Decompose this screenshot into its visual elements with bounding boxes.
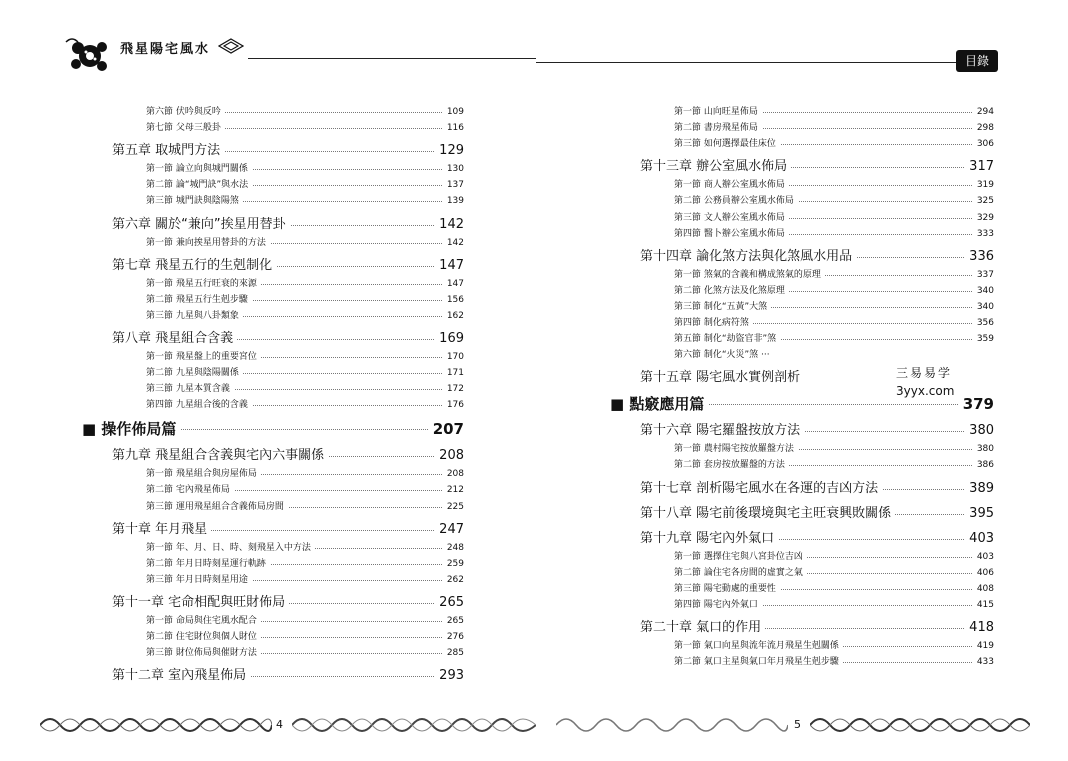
toc-section-row [674,599,994,612]
toc-page-number: 336 [965,248,994,266]
toc-page-number: 139 [443,195,464,208]
toc-page-number: 169 [435,330,464,348]
toc-section-row [674,656,994,669]
toc-entry-title: 第五節 制化“劫盜官非”煞 [674,333,780,346]
toc-page-number: 247 [435,521,464,539]
toc-entry-title: 第三節 九星本質含義 [146,383,234,396]
toc-page-number: 171 [443,367,464,380]
toc-page-number: 319 [973,179,994,192]
toc-entry-title: 第六節 伏吟與反吟 [146,106,225,119]
toc-entry-title: 第二節 宅內飛星佈局 [146,484,234,497]
toc-page-number: 109 [443,106,464,119]
toc-section-row [146,294,464,307]
toc-entry-title: 第十章 年月飛星 [112,521,211,539]
toc-page-number: 170 [443,351,464,364]
toc-chapter-row [640,505,994,523]
toc-page-number: 248 [443,542,464,555]
toc-page-number: 147 [435,257,464,275]
toc-section-row [146,195,464,208]
toc-page-number: 325 [973,195,994,208]
toc-page-number: 337 [973,269,994,282]
toc-page-number: 379 [959,394,994,414]
toc-page-number: 285 [443,647,464,660]
diamond-ornament-icon [218,38,244,54]
toc-entry-title: 第一節 論立向與城門關係 [146,163,252,176]
toc-page-number: 265 [443,615,464,628]
toc-page-number: 142 [443,237,464,250]
toc-section-row [674,138,994,151]
toc-section-row [674,640,994,653]
toc-entry-title: 第八章 飛星組合含義 [112,330,237,348]
toc-entry-title: 第四節 醫卜辦公室風水佈局 [674,228,789,241]
toc-entry-title: 第一節 山向旺星佈局 [674,106,762,119]
toc-chapter-row [112,257,464,275]
toc-page-number: 298 [973,122,994,135]
book-title: 飛星陽宅風水 [120,42,211,57]
toc-section-row [146,468,464,481]
toc-section-row [674,269,994,282]
toc-entry-title: 第三節 城門訣與陰陽煞 [146,195,243,208]
toc-chapter-row [640,248,994,266]
toc-section-row [146,122,464,135]
toc-chapter-row [112,447,464,465]
toc-entry-title: 第二節 套房按放羅盤的方法 [674,459,789,472]
toc-page-number: 162 [443,310,464,323]
toc-page-number: 142 [435,216,464,234]
toc-section-row [146,542,464,555]
toc-page-number: 156 [443,294,464,307]
toc-entry-title: 第五章 取城門方法 [112,142,224,160]
toc-entry-title: 第四節 陽宅內外氣口 [674,599,762,612]
toc-page-number: 225 [443,501,464,514]
toc-section-row [146,399,464,412]
toc-entry-title: 第六章 關於“兼向”挨星用替卦 [112,216,290,234]
flower-logo-icon [62,34,114,76]
toc-section-row [674,122,994,135]
toc-page-number: 359 [973,333,994,346]
toc-section-row [674,285,994,298]
toc-page-number: 433 [973,656,994,669]
toc-entry-title: 第三節 運用飛星組合含義佈局房間 [146,501,288,514]
toc-entry-title: 第二節 公務員辦公室風水佈局 [674,195,798,208]
toc-page-number: 208 [443,468,464,481]
toc-page-number: 208 [435,447,464,465]
toc-section-row [674,106,994,119]
toc-chapter-row [112,521,464,539]
toc-entry-title: 第四節 九星組合後的含義 [146,399,252,412]
footer-ornament-center-left-icon [292,712,536,738]
toc-page-number: 207 [429,419,464,439]
toc-page-number: 259 [443,558,464,571]
toc-section-row [674,301,994,314]
toc-entry-title: 第二節 論住宅各房間的虛實之氣 [674,567,807,580]
toc-section-row [674,349,994,362]
toc-entry-title: ■ 點竅應用篇 [610,394,708,414]
toc-section-row [146,574,464,587]
toc-page-number: 380 [965,422,994,440]
toc-entry-title: 第十七章 剖析陽宅風水在各運的吉凶方法 [640,480,882,498]
toc-section-row [674,212,994,225]
toc-entry-title: 第十二章 室內飛星佈局 [112,667,250,685]
toc-entry-title: 第三節 制化“五黃”大煞 [674,301,771,314]
watermark-line1: 三易易学 [896,366,953,380]
toc-part-row [82,419,464,439]
toc-chapter-row [640,158,994,176]
toc-section-row [146,484,464,497]
toc-chapter-row [640,619,994,637]
toc-page-number: 317 [965,158,994,176]
toc-page-number: 147 [443,278,464,291]
toc-section-row [146,106,464,119]
toc-entry-title: 第二節 九星與陰陽關係 [146,367,243,380]
footer-ornament-right-icon [810,712,1030,738]
toc-entry-title: 第一節 飛星五行旺衰的來源 [146,278,261,291]
toc-entry-title: 第一節 農村陽宅按放羅盤方法 [674,443,798,456]
toc-entry-title: 第一節 煞氣的含義和構成煞氣的原理 [674,269,825,282]
toc-entry-title: 第二十章 氣口的作用 [640,619,765,637]
toc-entry-title: 第九章 飛星組合含義與宅內六事關係 [112,447,328,465]
toc-page-number: 403 [965,530,994,548]
toc-chapter-row [112,594,464,612]
toc-section-row [146,383,464,396]
toc-page-number: 265 [435,594,464,612]
toc-section-row [674,333,994,346]
toc-page-number: 276 [443,631,464,644]
toc-entry-title: 第三節 文人辦公室風水佈局 [674,212,789,225]
toc-entry-title: 第二節 年月日時刻星運行軌跡 [146,558,270,571]
toc-entry-title: 第三節 如何選擇最佳床位 [674,138,780,151]
toc-chapter-row [112,142,464,160]
toc-entry-title: 第三節 陽宅動處的重要性 [674,583,780,596]
toc-section-row [674,459,994,472]
toc-entry-title: 第三節 年月日時刻星用途 [146,574,252,587]
toc-page-number: 415 [973,599,994,612]
toc-entry-title: 第三節 九星與八卦類象 [146,310,243,323]
toc-entry-title: 第一節 飛星盤上的重要宮位 [146,351,261,364]
toc-section-row [146,310,464,323]
toc-entry-title: 第七節 父母三般卦 [146,122,225,135]
toc-page-number: 262 [443,574,464,587]
toc-entry-title: 第一節 飛星組合與房屋佈局 [146,468,261,481]
toc-section-row [674,179,994,192]
toc-section-row [146,179,464,192]
toc-entry-title: 第二節 化煞方法及化煞原理 [674,285,789,298]
toc-entry-title: 第一節 年、月、日、時、刻飛星入中方法 [146,542,315,555]
toc-section-row [146,558,464,571]
toc-page-number: 172 [443,383,464,396]
toc-page-number: 389 [965,480,994,498]
toc-section-row [146,278,464,291]
toc-chapter-row [640,480,994,498]
toc-page-number: 395 [965,505,994,523]
toc-section-row [674,551,994,564]
toc-section-row [674,567,994,580]
toc-section-row [146,631,464,644]
toc-chapter-row [112,667,464,685]
toc-page-number: 418 [965,619,994,637]
toc-entry-title: 第一節 兼向挨星用替卦的方法 [146,237,270,250]
toc-entry-title: 第七章 飛星五行的生剋制化 [112,257,276,275]
toc-page-number: 176 [443,399,464,412]
header-rule-right [536,62,956,63]
toc-entry-title: 第二節 書房飛星佈局 [674,122,762,135]
toc-page-number: 130 [443,163,464,176]
watermark-line2: 3yyx.com [896,384,955,398]
toc-entry-title: 第十四章 論化煞方法與化煞風水用品 [640,248,856,266]
toc-page-number: 129 [435,142,464,160]
toc-entry-title: 第十九章 陽宅內外氣口 [640,530,778,548]
toc-page-number: 116 [443,122,464,135]
toc-chapter-row [640,530,994,548]
toc-page-number: 406 [973,567,994,580]
toc-section-row [146,647,464,660]
toc-entry-title: 第四節 制化病符煞 [674,317,753,330]
toc-entry-title: 第十一章 宅命相配與旺財佈局 [112,594,289,612]
toc-page-number: 212 [443,484,464,497]
toc-page-number: 137 [443,179,464,192]
toc-page-number: 386 [973,459,994,472]
page-number-left: 4 [276,718,283,731]
toc-page-number: 408 [973,583,994,596]
toc-section-row [146,615,464,628]
toc-page-number: 403 [973,551,994,564]
toc-chapter-row [112,330,464,348]
toc-section-row [674,317,994,330]
toc-page-number: 294 [973,106,994,119]
toc-entry-title: 第二節 飛星五行生剋步驟 [146,294,252,307]
toc-entry-title: 第六節 制化“火災”煞 ··· [674,349,774,362]
toc-section-row [146,367,464,380]
toc-entry-title: 第二節 論“城門訣”與水法 [146,179,252,192]
toc-entry-title: 第一節 命局與住宅風水配合 [146,615,261,628]
toc-page-number: 333 [973,228,994,241]
toc-entry-title: 第一節 商人辦公室風水佈局 [674,179,789,192]
toc-page-number: 293 [435,667,464,685]
page-number-right: 5 [794,718,801,731]
toc-entry-title: 第三節 財位佈局與催財方法 [146,647,261,660]
footer-ornament-left-icon [40,712,272,738]
toc-page-number: 419 [973,640,994,653]
toc-page-number: 356 [973,317,994,330]
toc-section-row [146,237,464,250]
toc-section-row [674,583,994,596]
toc-section-row [674,195,994,208]
toc-entry-title: 第十五章 陽宅風水實例剖析 [640,369,804,387]
toc-entry-title: 第十三章 辦公室風水佈局 [640,158,791,176]
toc-entry-title: 第二節 住宅財位與個人財位 [146,631,261,644]
toc-section-row [146,163,464,176]
toc-chapter-row [112,216,464,234]
toc-entry-title: 第一節 選擇住宅與八宮卦位吉凶 [674,551,807,564]
toc-section-row [674,443,994,456]
toc-page-number: 329 [973,212,994,225]
toc-entry-title: 第一節 氣口向星與流年流月飛星生剋關係 [674,640,843,653]
toc-section-row [146,351,464,364]
toc-chapter-row [640,422,994,440]
toc-entry-title: 第十八章 陽宅前後環境與宅主旺衰興敗關係 [640,505,895,523]
toc-section-row [146,501,464,514]
header-rule-left [248,58,536,59]
toc-page-number: 306 [973,138,994,151]
toc-page-number: 380 [973,443,994,456]
toc-entry-title: ■ 操作佈局篇 [82,419,180,439]
section-badge: 目錄 [956,50,998,72]
toc-entry-title: 第二節 氣口主星與氣口年月飛星生剋步驟 [674,656,843,669]
toc-entry-title: 第十六章 陽宅羅盤按放方法 [640,422,804,440]
toc-section-row [674,228,994,241]
toc-page-number: 340 [973,285,994,298]
footer-ornament-center-right-icon [556,712,788,738]
toc-page-number: 340 [973,301,994,314]
